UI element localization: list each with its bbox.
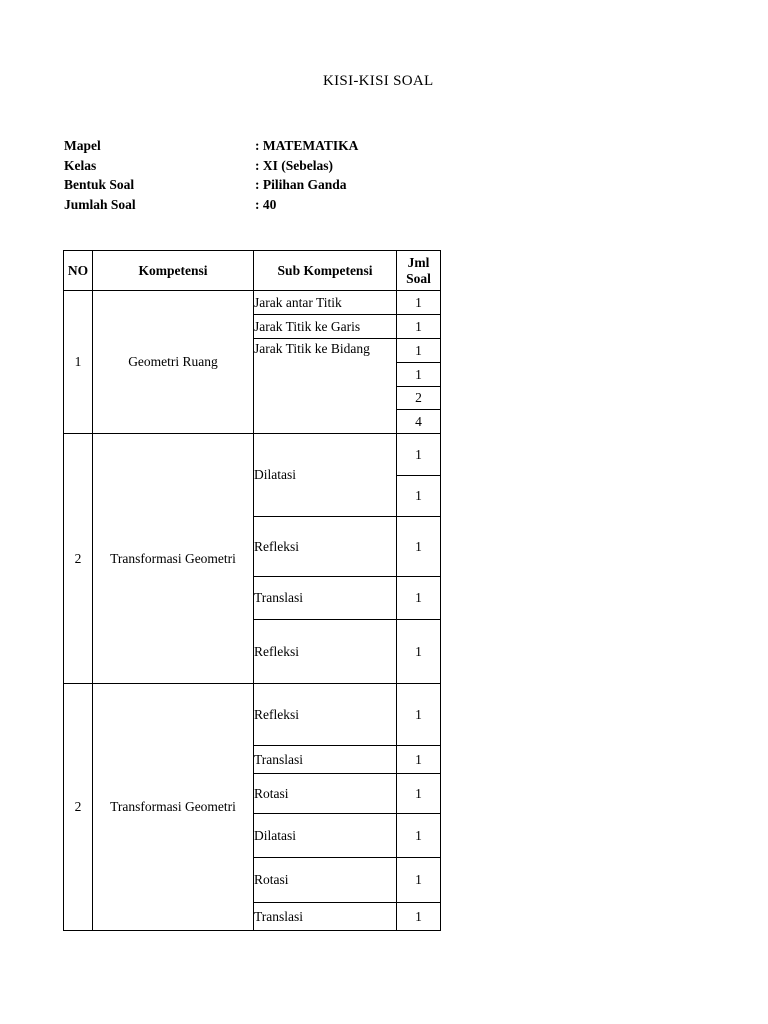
row-no: 2: [64, 684, 93, 931]
meta-label: Jumlah Soal: [64, 196, 136, 212]
row-sub-kompetensi: Translasi: [254, 577, 397, 620]
row-jml: 2: [397, 387, 441, 410]
header-kompetensi: Kompetensi: [93, 251, 254, 291]
row-jml: 1: [397, 339, 441, 363]
row-jml: 1: [397, 684, 441, 746]
row-no: 2: [64, 434, 93, 684]
row-sub-kompetensi: Jarak Titik ke Garis: [254, 315, 397, 339]
row-sub-kompetensi: Translasi: [254, 746, 397, 774]
meta-label: Bentuk Soal: [64, 177, 135, 192]
table-row: [64, 291, 441, 315]
row-jml: 1: [397, 577, 441, 620]
header-sub-kompetensi: Sub Kompetensi: [254, 251, 397, 291]
header-soal: Soal: [406, 270, 431, 286]
row-jml: 1: [397, 291, 441, 315]
row-jml: 1: [397, 476, 441, 517]
row-jml: 1: [397, 903, 441, 931]
row-jml: 1: [397, 363, 441, 387]
row-jml: 1: [397, 315, 441, 339]
meta-value: : Pilihan Ganda: [255, 177, 347, 192]
kisi-table: [63, 250, 441, 931]
row-jml: 1: [397, 746, 441, 774]
row-sub-kompetensi: Rotasi: [254, 858, 397, 903]
header-jml-soal: [397, 251, 441, 291]
row-sub-kompetensi: Dilatasi: [254, 814, 397, 858]
header-jml: Jml: [407, 254, 430, 270]
row-jml: 1: [397, 434, 441, 476]
row-sub-kompetensi: Rotasi: [254, 774, 397, 814]
row-sub-kompetensi: Dilatasi: [254, 434, 397, 517]
row-jml: 1: [397, 620, 441, 684]
row-jml: 4: [397, 410, 441, 434]
row-sub-kompetensi: Jarak antar Titik: [254, 291, 397, 315]
row-jml: 1: [397, 774, 441, 814]
table-row: [64, 434, 441, 476]
row-sub-kompetensi: Refleksi: [254, 684, 397, 746]
row-no: 1: [64, 291, 93, 434]
row-jml: 1: [397, 858, 441, 903]
header-row: [64, 251, 441, 291]
meta-value: : 40: [255, 196, 277, 212]
row-sub-kompetensi: Jarak Titik ke Bidang: [254, 339, 397, 434]
page-title: KISI-KISI SOAL: [323, 73, 434, 89]
meta-label: Mapel: [64, 138, 101, 153]
meta-value: : XI (Sebelas): [255, 157, 333, 173]
row-kompetensi: Transformasi Geometri: [93, 684, 254, 931]
row-sub-kompetensi: Translasi: [254, 903, 397, 931]
meta-label: Kelas: [64, 157, 97, 173]
table-row: [64, 684, 441, 746]
row-jml: 1: [397, 517, 441, 577]
meta-value: : MATEMATIKA: [255, 138, 359, 153]
row-kompetensi: Transformasi Geometri: [93, 434, 254, 684]
row-jml: 1: [397, 814, 441, 858]
header-no: NO: [64, 251, 93, 291]
row-sub-kompetensi: Refleksi: [254, 517, 397, 577]
row-kompetensi: Geometri Ruang: [93, 291, 254, 434]
row-sub-kompetensi: Refleksi: [254, 620, 397, 684]
